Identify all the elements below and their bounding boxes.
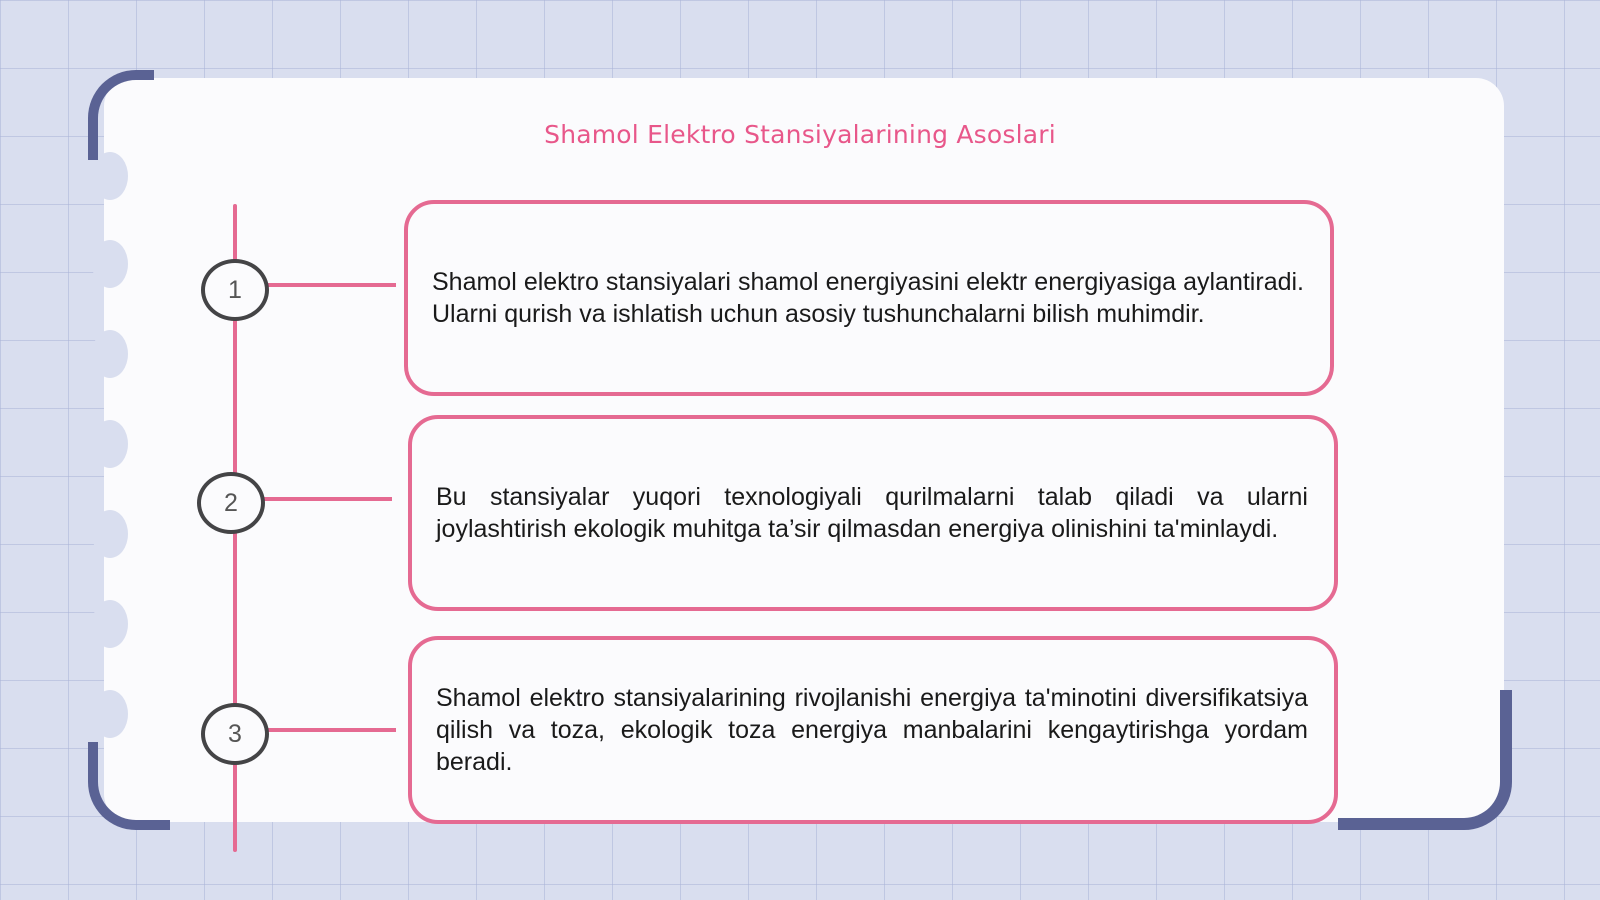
paper-scallop (92, 690, 128, 738)
step-card (404, 200, 1334, 396)
step-card (408, 415, 1338, 611)
step-connector (262, 497, 392, 501)
step-number-circle (201, 703, 269, 765)
paper-scallop (92, 420, 128, 468)
step-text: Shamol elektro stansiyalari shamol energiyasini elektr energiyasiga aylantiradi. Ularni qurish va ishlatish uchun asosiy tushunchalarni bilish muhimdir. (432, 268, 1304, 328)
step-number: 1 (228, 275, 242, 304)
paper-scallop (92, 600, 128, 648)
step-text: Shamol elektro stansiyalarining rivojlanishi energiya ta'minotini diversifikatsiya qilish va toza, ekologik toza energiya manbalarini kengaytirishga yordam beradi. (436, 684, 1308, 776)
step-number-circle (201, 259, 269, 321)
step-number: 3 (228, 719, 242, 748)
paper-scallop (92, 330, 128, 378)
step-connector (266, 728, 396, 732)
step-card (408, 636, 1338, 824)
frame-corner-bottom-right (1338, 690, 1512, 830)
paper-scallop (92, 510, 128, 558)
frame-corner-bottom-left (88, 742, 170, 830)
step-text: Bu stansiyalar yuqori texnologiyali qurilmalarni talab qiladi va ularni joylashtirish ekologik muhitga ta’sir qilmasdan energiya olinishini ta'minlaydi. (436, 483, 1308, 543)
slide-title: Shamol Elektro Stansiyalarining Asoslari (544, 120, 1056, 149)
paper-scallop (92, 240, 128, 288)
step-number: 2 (224, 488, 238, 517)
step-number-circle (197, 472, 265, 534)
step-connector (266, 283, 396, 287)
